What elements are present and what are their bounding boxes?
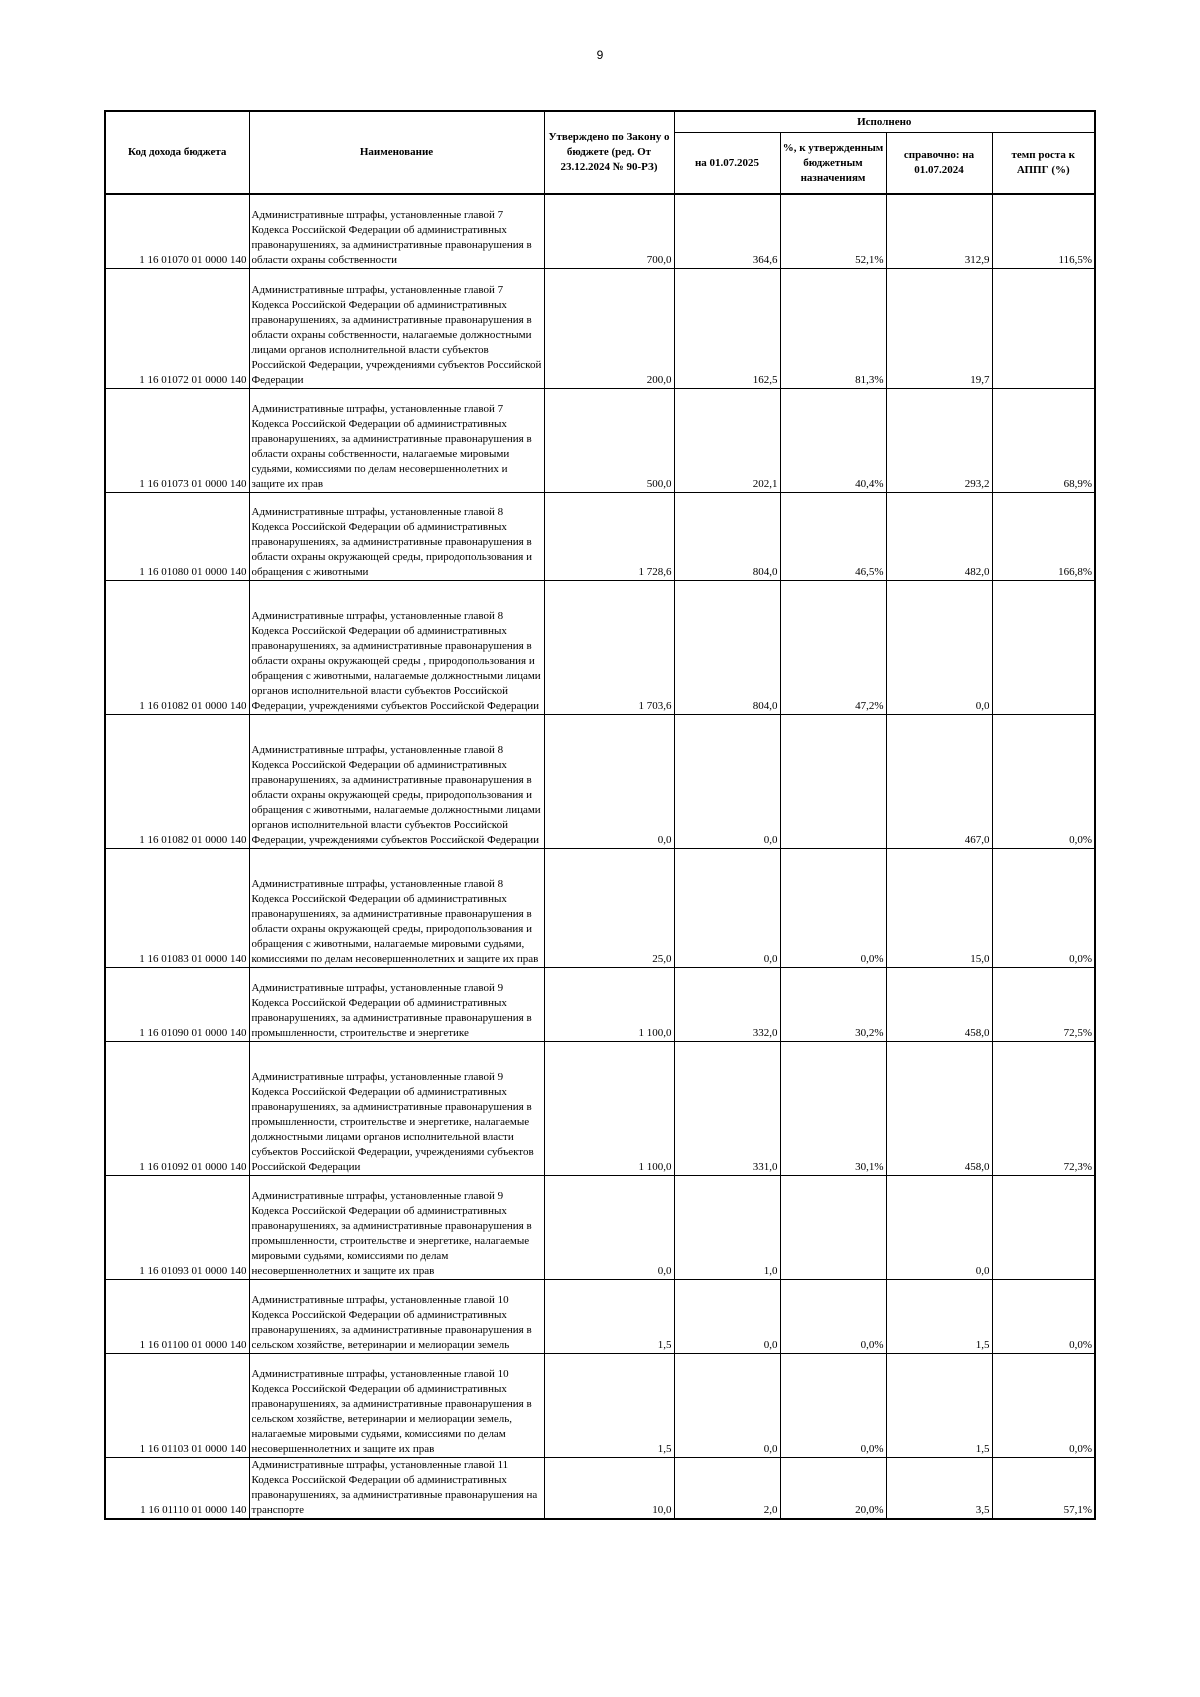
row-growth <box>992 1175 1095 1279</box>
row-reference: 467,0 <box>886 714 992 848</box>
row-approved: 1 100,0 <box>544 1041 674 1175</box>
row-percent: 0,0% <box>780 848 886 967</box>
table-row <box>105 194 1095 268</box>
row-approved: 10,0 <box>544 1457 674 1519</box>
row-executed: 2,0 <box>674 1457 780 1519</box>
row-percent <box>780 714 886 848</box>
row-code: 1 16 01072 01 0000 140 <box>105 268 249 388</box>
row-name: Административные штрафы, установленные главой 9 Кодекса Российской Федерации об административных правонарушениях, за административные правонарушения в промышленности, строительстве и энергетике <box>249 967 544 1041</box>
table-row <box>105 580 1095 714</box>
table-row <box>105 1041 1095 1175</box>
row-name: Административные штрафы, установленные главой 7 Кодекса Российской Федерации об административных правонарушениях, за административные правонарушения в области охраны собственности <box>249 194 544 268</box>
row-reference: 482,0 <box>886 492 992 580</box>
row-executed: 804,0 <box>674 492 780 580</box>
row-percent: 30,1% <box>780 1041 886 1175</box>
row-percent: 40,4% <box>780 388 886 492</box>
table-row <box>105 1353 1095 1457</box>
row-reference: 458,0 <box>886 967 992 1041</box>
row-code: 1 16 01100 01 0000 140 <box>105 1279 249 1353</box>
row-growth: 0,0% <box>992 1353 1095 1457</box>
header-executed: Исполнено <box>674 111 1095 133</box>
row-growth: 0,0% <box>992 714 1095 848</box>
header-code: Код дохода бюджета <box>105 111 249 194</box>
row-executed: 0,0 <box>674 1279 780 1353</box>
row-code: 1 16 01092 01 0000 140 <box>105 1041 249 1175</box>
header-percent: %, к утвержденным бюджетным назначениям <box>780 133 886 195</box>
row-approved: 0,0 <box>544 1175 674 1279</box>
row-code: 1 16 01090 01 0000 140 <box>105 967 249 1041</box>
row-growth: 0,0% <box>992 848 1095 967</box>
table-row <box>105 1175 1095 1279</box>
row-growth: 72,3% <box>992 1041 1095 1175</box>
table-row <box>105 1279 1095 1353</box>
row-name: Административные штрафы, установленные главой 8 Кодекса Российской Федерации об административных правонарушениях, за административные правонарушения в области охраны окружающей среды , природопользования и обращения с животными, налагаемые должностными лицами органов исполнительной власти субъектов Российской Федерации, учреждениями субъектов Российской Федерации <box>249 580 544 714</box>
row-reference: 0,0 <box>886 580 992 714</box>
row-code: 1 16 01080 01 0000 140 <box>105 492 249 580</box>
row-code: 1 16 01073 01 0000 140 <box>105 388 249 492</box>
row-name: Административные штрафы, установленные главой 9 Кодекса Российской Федерации об административных правонарушениях, за административные правонарушения в промышленности, строительстве и энергетике, налагаемые должностными лицами органов исполнительной власти субъектов Российской Федерации, учреждениями субъектов Российской Федерации <box>249 1041 544 1175</box>
header-name: Наименование <box>249 111 544 194</box>
table-row <box>105 388 1095 492</box>
row-code: 1 16 01093 01 0000 140 <box>105 1175 249 1279</box>
row-approved: 1,5 <box>544 1353 674 1457</box>
row-percent <box>780 1175 886 1279</box>
row-growth: 116,5% <box>992 194 1095 268</box>
row-approved: 1 703,6 <box>544 580 674 714</box>
page-number: 9 <box>596 48 604 62</box>
row-code: 1 16 01082 01 0000 140 <box>105 580 249 714</box>
table-row <box>105 1457 1095 1519</box>
row-reference: 15,0 <box>886 848 992 967</box>
row-reference: 458,0 <box>886 1041 992 1175</box>
row-reference: 312,9 <box>886 194 992 268</box>
row-code: 1 16 01083 01 0000 140 <box>105 848 249 967</box>
row-name: Административные штрафы, установленные главой 7 Кодекса Российской Федерации об административных правонарушениях, за административные правонарушения в области охраны собственности, налагаемые должностными лицами органов исполнительной власти субъектов Российской Федерации, учреждениями субъектов Российской Федерации <box>249 268 544 388</box>
header-growth: темп роста к АППГ (%) <box>992 133 1095 195</box>
table-row <box>105 967 1095 1041</box>
row-executed: 0,0 <box>674 714 780 848</box>
row-executed: 804,0 <box>674 580 780 714</box>
row-code: 1 16 01110 01 0000 140 <box>105 1457 249 1519</box>
row-executed: 331,0 <box>674 1041 780 1175</box>
row-percent: 30,2% <box>780 967 886 1041</box>
row-reference: 19,7 <box>886 268 992 388</box>
row-growth <box>992 268 1095 388</box>
row-executed: 1,0 <box>674 1175 780 1279</box>
row-approved: 500,0 <box>544 388 674 492</box>
row-growth: 166,8% <box>992 492 1095 580</box>
table-row <box>105 268 1095 388</box>
row-growth <box>992 580 1095 714</box>
row-name: Административные штрафы, установленные главой 8 Кодекса Российской Федерации об административных правонарушениях, за административные правонарушения в области охраны окружающей среды, природопользования и обращения с животными, налагаемые должностными лицами органов исполнительной власти субъектов Российской Федерации, учреждениями субъектов Российской Федерации <box>249 714 544 848</box>
row-percent: 20,0% <box>780 1457 886 1519</box>
row-name: Административные штрафы, установленные главой 7 Кодекса Российской Федерации об административных правонарушениях, за административные правонарушения в области охраны собственности, налагаемые мировыми судьями, комиссиями по делам несовершеннолетних и защите их прав <box>249 388 544 492</box>
row-approved: 200,0 <box>544 268 674 388</box>
row-executed: 364,6 <box>674 194 780 268</box>
row-code: 1 16 01082 01 0000 140 <box>105 714 249 848</box>
row-code: 1 16 01070 01 0000 140 <box>105 194 249 268</box>
row-percent: 81,3% <box>780 268 886 388</box>
row-executed: 332,0 <box>674 967 780 1041</box>
row-growth: 72,5% <box>992 967 1095 1041</box>
row-reference: 1,5 <box>886 1353 992 1457</box>
table-row <box>105 492 1095 580</box>
header-reference: справочно: на 01.07.2024 <box>886 133 992 195</box>
row-code: 1 16 01103 01 0000 140 <box>105 1353 249 1457</box>
row-executed: 0,0 <box>674 848 780 967</box>
row-reference: 3,5 <box>886 1457 992 1519</box>
table-row <box>105 714 1095 848</box>
row-approved: 700,0 <box>544 194 674 268</box>
row-approved: 1,5 <box>544 1279 674 1353</box>
row-percent: 47,2% <box>780 580 886 714</box>
row-name: Административные штрафы, установленные главой 9 Кодекса Российской Федерации об административных правонарушениях, за административные правонарушения в промышленности, строительстве и энергетике, налагаемые мировыми судьями, комиссиями по делам несовершеннолетних и защите их прав <box>249 1175 544 1279</box>
row-approved: 1 100,0 <box>544 967 674 1041</box>
row-percent: 0,0% <box>780 1279 886 1353</box>
row-executed: 202,1 <box>674 388 780 492</box>
row-approved: 0,0 <box>544 714 674 848</box>
row-percent: 52,1% <box>780 194 886 268</box>
row-executed: 162,5 <box>674 268 780 388</box>
row-approved: 1 728,6 <box>544 492 674 580</box>
table-row <box>105 848 1095 967</box>
row-growth: 0,0% <box>992 1279 1095 1353</box>
row-growth: 68,9% <box>992 388 1095 492</box>
row-name: Административные штрафы, установленные главой 10 Кодекса Российской Федерации об административных правонарушениях, за административные правонарушения в сельском хозяйстве, ветеринарии и мелиорации земель, налагаемые мировыми судьями, комиссиями по делам несовершеннолетних и защите их прав <box>249 1353 544 1457</box>
row-percent: 0,0% <box>780 1353 886 1457</box>
row-reference: 1,5 <box>886 1279 992 1353</box>
row-name: Административные штрафы, установленные главой 8 Кодекса Российской Федерации об административных правонарушениях, за административные правонарушения в области охраны окружающей среды, природопользования и обращения с животными <box>249 492 544 580</box>
header-approved: Утверждено по Закону о бюджете (ред. От 23.12.2024 № 90-РЗ) <box>544 111 674 194</box>
row-approved: 25,0 <box>544 848 674 967</box>
row-reference: 293,2 <box>886 388 992 492</box>
row-percent: 46,5% <box>780 492 886 580</box>
row-name: Административные штрафы, установленные главой 10 Кодекса Российской Федерации об административных правонарушениях, за административные правонарушения в сельском хозяйстве, ветеринарии и мелиорации земель <box>249 1279 544 1353</box>
row-name: Административные штрафы, установленные главой 11 Кодекса Российской Федерации об административных правонарушениях, за административные правонарушения на транспорте <box>249 1457 544 1519</box>
row-name: Административные штрафы, установленные главой 8 Кодекса Российской Федерации об административных правонарушениях, за административные правонарушения в области охраны окружающей среды, природопользования и обращения с животными, налагаемые мировыми судьями, комиссиями по делам несовершеннолетних и защите их прав <box>249 848 544 967</box>
row-growth: 57,1% <box>992 1457 1095 1519</box>
row-reference: 0,0 <box>886 1175 992 1279</box>
header-on-date: на 01.07.2025 <box>674 133 780 195</box>
budget-revenue-table <box>104 110 1096 1520</box>
row-executed: 0,0 <box>674 1353 780 1457</box>
